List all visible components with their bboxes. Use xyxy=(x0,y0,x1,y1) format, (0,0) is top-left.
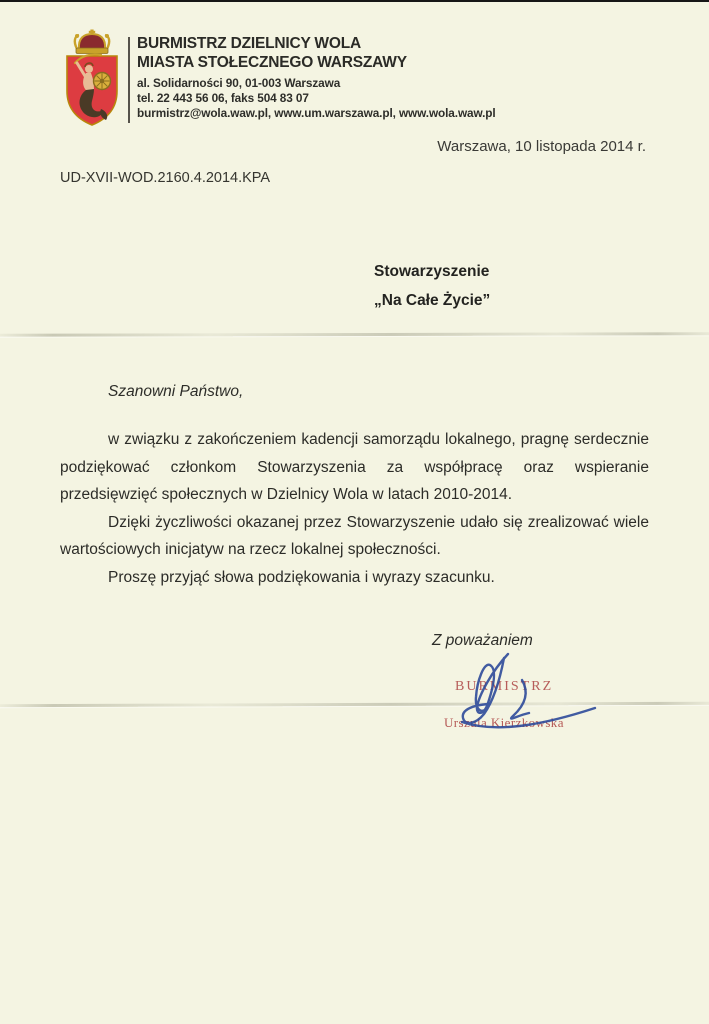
org-phone: tel. 22 443 56 06, faks 504 83 07 xyxy=(137,90,309,105)
warsaw-coat-of-arms-icon xyxy=(63,29,121,126)
letterhead-text xyxy=(137,35,496,120)
paragraph: Proszę przyjąć słowa podziękowania i wyrazy szacunku. xyxy=(108,568,495,586)
recipient-block xyxy=(374,257,490,315)
paper-fold-crease xyxy=(0,332,709,337)
org-address: al. Solidarności 90, 01-003 Warszawa xyxy=(137,76,341,90)
stamp-name: Urszula Kierzkowska xyxy=(444,715,564,730)
letter-body xyxy=(60,426,649,591)
paragraph: Dzięki życzliwości okazanej przez Stowarzyszenie udało się zrealizować wiele wartościowych inicjatyw na rzecz lokalnej społeczności. xyxy=(60,513,649,558)
scan-edge-artifact xyxy=(0,0,709,2)
reference-number: UD-XVII-WOD.2160.4.2014.KPA xyxy=(60,170,271,186)
salutation: Szanowni Państwo, xyxy=(108,383,244,400)
org-name-line2: MIASTA STOŁECZNEGO WARSZAWY xyxy=(137,53,407,71)
org-contact-block xyxy=(137,76,496,120)
letterhead-divider xyxy=(128,37,130,123)
handwritten-signature xyxy=(418,645,618,750)
paragraph: w związku z zakończeniem kadencji samorządu lokalnego, pragnę serdecznie podziękować członkom Stowarzyszenia za współpracę oraz wspieranie przedsięwzięć społecznych w Dzielnicy Wola w latach 2010-2014. xyxy=(60,431,649,503)
recipient-line1: Stowarzyszenie xyxy=(374,263,490,280)
dateline: Warszawa, 10 listopada 2014 r. xyxy=(437,138,646,155)
closing-phrase: Z poważaniem xyxy=(432,632,533,649)
org-web: burmistrz@wola.waw.pl, www.um.warszawa.pl, www.wola.waw.pl xyxy=(137,105,496,120)
stamp-title: BURMISTRZ xyxy=(455,679,554,694)
recipient-line2: „Na Całe Życie” xyxy=(374,292,491,309)
org-name-line1: BURMISTRZ DZIELNICY WOLA xyxy=(137,35,361,52)
